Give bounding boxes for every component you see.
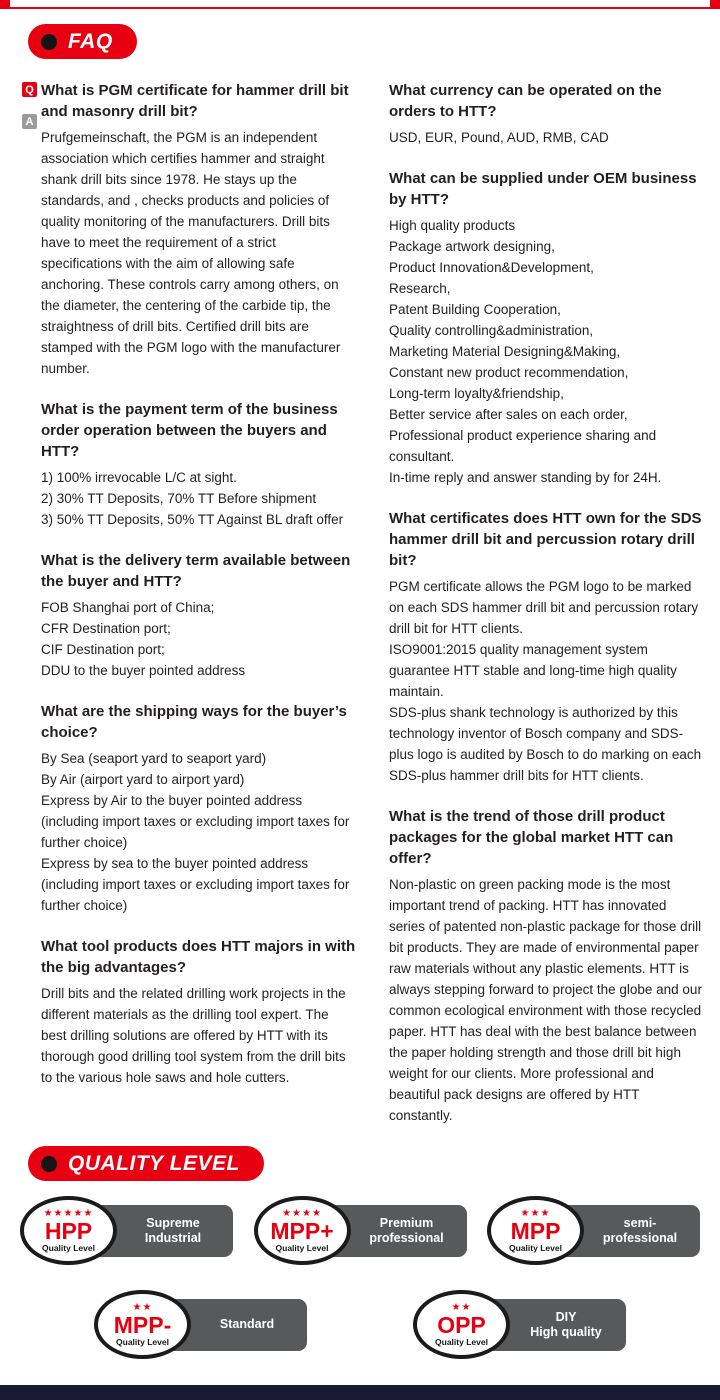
faq-answer-line: Express by sea to the buyer pointed address (including import taxes or excluding import taxes for further choice) — [41, 856, 350, 913]
badge-label-line: professional — [602, 1230, 678, 1245]
faq-answer-line: CIF Destination port; — [41, 642, 165, 657]
badge-ellipse — [413, 1290, 510, 1359]
star-rating: ★★★★★ — [43, 1208, 94, 1219]
badge-sublabel: Quality Level — [42, 1243, 95, 1253]
faq-answer-line: CFR Destination port; — [41, 621, 171, 636]
quality-title: QUALITY LEVEL — [68, 1151, 240, 1175]
faq-answer-line: Express by Air to the buyer pointed address (including import taxes or excluding import taxes for further choice) — [41, 793, 350, 850]
faq-item — [41, 936, 356, 1088]
badge-label-line: Premium — [379, 1215, 434, 1230]
faq-question: What currency can be operated on the orders to HTT? — [389, 82, 662, 120]
faq-question: What tool products does HTT majors in with the big advantages? — [41, 938, 356, 976]
quality-section-header — [28, 1146, 264, 1181]
faq-item — [41, 550, 356, 681]
faq-section-header — [28, 24, 137, 59]
faq-answer-line: Prufgemeinschaft, the PGM is an independent association which certifies hammer and straight shank drill bits since 1978. He stays up the standards, and , checks products and policies of quality monitoring of the manufacturers. Drill bits have to meet the requirement of a strict specifications with the aim of allowing safe anchoring. These controls carry among others, on the diameter, the centering of the carbide tip, the straightness of drill bits. Certified drill bits are stamped with the PGM logo with the manufacturer number. — [41, 130, 341, 376]
faq-answer-line: Constant new product recommendation, — [389, 365, 629, 380]
faq-answer-line: Patent Building Cooperation, — [389, 302, 561, 317]
faq-answer-line: PGM certificate allows the PGM logo to be marked on each SDS hammer drill bit and percussion rotary drill bit for HTT clients. — [389, 579, 699, 636]
faq-answer-line: Professional product experience sharing and consultant. — [389, 428, 657, 464]
star-rating: ★★ — [451, 1302, 472, 1313]
badge-code: MPP- — [113, 1312, 172, 1338]
faq-answer-line: Long-term loyalty&friendship, — [389, 386, 564, 401]
faq-item — [41, 399, 356, 530]
badge-label-line: High quality — [530, 1324, 602, 1339]
badge-code: MPP — [510, 1218, 561, 1244]
faq-answer-line: 2) 30% TT Deposits, 70% TT Before shipment — [41, 491, 317, 506]
faq-item — [389, 806, 704, 1126]
faq-answer-line: FOB Shanghai port of China; — [41, 600, 215, 615]
answer-icon: A — [22, 114, 37, 129]
faq-answer-line: Research, — [389, 281, 451, 296]
banner-dot-icon — [41, 34, 57, 50]
faq-answer-line: USD, EUR, Pound, AUD, RMB, CAD — [389, 130, 609, 145]
faq-answer-line: SDS-plus shank technology is authorized by this technology inventor of Bosch company and SDS-plus logo is audited by Bosch to do marking on each SDS-plus hammer drill bits for HTT clients. — [389, 705, 702, 783]
footer-bar — [0, 1385, 720, 1400]
faq-question: What is the payment term of the business order operation between the buyers and HTT? — [41, 401, 338, 460]
faq-question: What is PGM certificate for hammer drill bit and masonry drill bit? — [41, 82, 349, 120]
faq-answer-line: Better service after sales on each order, — [389, 407, 628, 422]
faq-item — [389, 508, 704, 786]
quality-badges-row-1 — [0, 1196, 720, 1265]
faq-column-right — [389, 80, 704, 1146]
badge-label-line: DIY — [555, 1309, 577, 1324]
faq-title: FAQ — [68, 29, 113, 53]
faq-answer-line: High quality products — [389, 218, 516, 233]
badge-label-line: Supreme — [146, 1215, 200, 1230]
quality-badges-row-2 — [0, 1290, 720, 1359]
faq-question: What are the shipping ways for the buyer’s choice? — [41, 703, 347, 741]
faq-answer-line: By Sea (seaport yard to seaport yard) — [41, 751, 267, 766]
badge-label-line: semi- — [623, 1215, 657, 1230]
faq-question: What certificates does HTT own for the SDS hammer drill bit and percussion rotary drill bit? — [389, 510, 702, 569]
badge-label-line: Industrial — [144, 1230, 202, 1245]
badge-label-line: professional — [369, 1230, 444, 1245]
badge-code: OPP — [437, 1312, 486, 1338]
faq-question: What can be supplied under OEM business by HTT? — [389, 170, 697, 208]
faq-answer-line: Quality controlling&administration, — [389, 323, 594, 338]
badge-ellipse — [254, 1196, 351, 1265]
quality-badge — [254, 1196, 467, 1265]
faq-answer-line: By Air (airport yard to airport yard) — [41, 772, 245, 787]
faq-answer-line: ISO9001:2015 quality management system guarantee HTT stable and long-time high quality maintain. — [389, 642, 677, 699]
badge-label-line: Standard — [219, 1317, 275, 1331]
faq-answer-line: Package artwork designing, — [389, 239, 555, 254]
faq-answer-line: In-time reply and answer standing by for 24H. — [389, 470, 662, 485]
quality-badge — [487, 1196, 700, 1265]
quality-badge — [20, 1196, 233, 1265]
faq-answer-line: Drill bits and the related drilling work projects in the different materials as the drilling tool expert. The best drilling solutions are offered by HTT with its thorough good drilling tool system from the drill bits to the various hole saws and hole cutters. — [41, 986, 346, 1085]
faq-item — [389, 80, 704, 148]
faq-item — [41, 80, 356, 379]
badge-sublabel: Quality Level — [435, 1337, 488, 1347]
badge-sublabel: Quality Level — [275, 1243, 329, 1253]
badge-sublabel: Quality Level — [116, 1337, 169, 1347]
badge-code: MPP+ — [270, 1218, 334, 1244]
badge-sublabel: Quality Level — [509, 1243, 562, 1253]
top-right-corner-mark — [710, 0, 720, 9]
faq-question: What is the delivery term available between the buyer and HTT? — [41, 552, 351, 590]
quality-badge — [413, 1290, 626, 1359]
star-rating: ★★★ — [520, 1208, 551, 1219]
badge-code: HPP — [44, 1218, 93, 1244]
faq-column-left — [41, 80, 356, 1146]
top-accent-line — [0, 7, 720, 9]
faq-item — [389, 168, 704, 488]
faq-item — [41, 701, 356, 916]
faq-answer-line: Marketing Material Designing&Making, — [389, 344, 621, 359]
quality-badge — [94, 1290, 307, 1359]
banner-dot-icon — [41, 1156, 57, 1172]
star-rating: ★★★★ — [282, 1208, 322, 1219]
faq-columns — [41, 80, 704, 1146]
question-icon: Q — [22, 82, 37, 97]
faq-answer-line: 3) 50% TT Deposits, 50% TT Against BL draft offer — [41, 512, 344, 527]
badge-ellipse — [94, 1290, 191, 1359]
top-left-corner-mark — [0, 0, 10, 9]
faq-answer-line: Non-plastic on green packing mode is the most important trend of packing. HTT has innovated series of patented non-plastic package for those drill bit products. They are made of environmental paper raw materials without any plastic elements. HTT is always stepping forward to project the globe and our common ecological environment with those recycled paper. HTT has deal with the best balance between the paper holding strength and those drill bit high weight for our clients. More professional and beautiful pack designs are offered by HTT constantly. — [389, 877, 702, 1123]
faq-answer-line: DDU to the buyer pointed address — [41, 663, 246, 678]
star-rating: ★★ — [132, 1302, 153, 1313]
faq-question: What is the trend of those drill product packages for the global market HTT can offer? — [389, 808, 674, 867]
badge-ellipse — [20, 1196, 117, 1265]
faq-answer-line: Product Innovation&Development, — [389, 260, 594, 275]
badge-ellipse — [487, 1196, 584, 1265]
faq-answer-line: 1) 100% irrevocable L/C at sight. — [41, 470, 237, 485]
